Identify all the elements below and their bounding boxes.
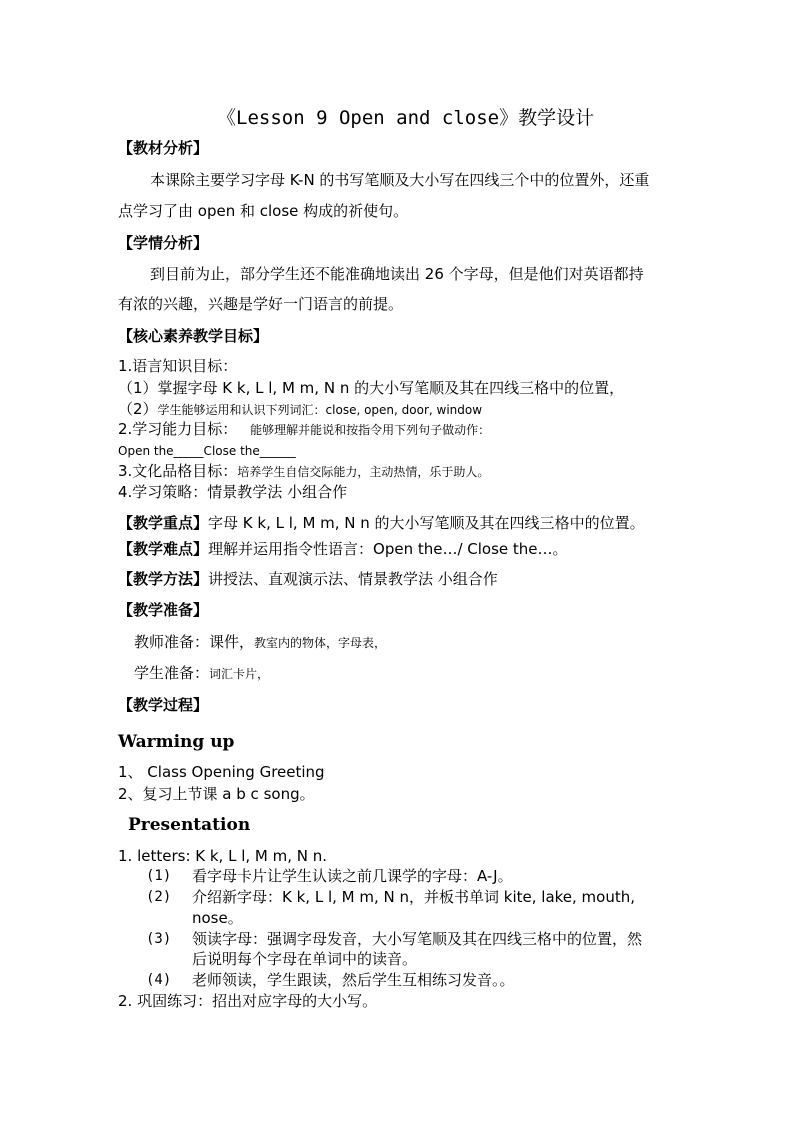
- goal-language-knowledge: 1.语言知识目标：: [118, 357, 238, 375]
- goal-learning-strategy: 4.学习策略：情景教学法 小组合作: [118, 483, 348, 501]
- goal-learning-ability-text: 能够理解并能说和按指令用下列句子做动作：: [250, 423, 491, 437]
- goal-learning-ability: [118, 420, 490, 439]
- goal-cultural-character-label: 3.文化品格目标：: [118, 462, 238, 480]
- goal-learning-ability-label: 2.学习能力目标：: [118, 420, 238, 438]
- step-text: 领读字母：强调字母发音，大小写笔顺及其在四线三格中的位置，然: [192, 930, 643, 948]
- student-preparation-text: 词汇卡片，: [209, 667, 270, 681]
- warming-up-heading: Warming up: [118, 732, 235, 752]
- step-number: (1): [146, 868, 172, 884]
- step-text: 老师领读，学生跟读，然后学生互相练习发音。。: [192, 971, 515, 989]
- key-points-label: 【教学重点】: [118, 514, 209, 532]
- methods-label: 【教学方法】: [118, 570, 209, 588]
- student-preparation: [134, 664, 269, 683]
- student-analysis-line-2: 有浓的兴趣，兴趣是学好一门语言的前提。: [118, 295, 404, 313]
- teacher-preparation: [134, 633, 386, 652]
- step-text: 介绍新字母：K k, L l, M m, N n，并板书单词 kite, lake, mouth,: [192, 888, 636, 906]
- presentation-item-1: 1. letters: K k, L l, M m, N n.: [118, 847, 328, 865]
- goal-language-knowledge-sub-1: （1）掌握字母 K k, L l, M m, N n 的大小写笔顺及其在四线三格中的位置，: [118, 379, 625, 397]
- goal-sentence-pattern: Open the_____Close the______: [118, 444, 296, 458]
- document-title: 《Lesson 9 Open and close》教学设计: [217, 107, 595, 129]
- key-points: [118, 514, 645, 532]
- goal-sub-2-prefix: （2）: [118, 400, 158, 418]
- step-text-continued: 后说明每个字母在单词中的读音。: [192, 950, 418, 968]
- key-points-text: 字母 K k, L l, M m, N n 的大小写笔顺及其在四线三格中的位置。: [208, 514, 645, 532]
- student-preparation-label: 学生准备：: [134, 664, 210, 682]
- teacher-preparation-text: 教室内的物体，字母表，: [254, 636, 387, 650]
- goal-language-knowledge-sub-2: [118, 400, 482, 419]
- methods-text: 讲授法、直观演示法、情景教学法 小组合作: [208, 570, 498, 588]
- difficulties-label: 【教学难点】: [118, 540, 209, 558]
- material-analysis-line-2: 点学习了由 open 和 close 构成的祈使句。: [118, 202, 409, 220]
- process-heading: 【教学过程】: [118, 696, 209, 714]
- step-text-continued: nose。: [192, 909, 243, 927]
- student-analysis-heading: 【学情分析】: [118, 234, 209, 252]
- step-text: 看字母卡片让学生认读之前几课学的字母：A-J。: [192, 867, 513, 885]
- warming-up-item-2: 2、复习上节课 a b c song。: [118, 785, 315, 803]
- step-number: (2): [146, 889, 172, 905]
- difficulties-text: 理解并运用指令性语言：Open the…/ Close the…。: [208, 540, 568, 558]
- difficulties: [118, 540, 568, 558]
- student-analysis-line-1: 到目前为止，部分学生还不能准确地读出 26 个字母，但是他们对英语都持: [150, 265, 644, 283]
- warming-up-item-1: 1、 Class Opening Greeting: [118, 763, 325, 781]
- presentation-item-2: 2. 巩固练习：招出对应字母的大小写。: [118, 992, 378, 1010]
- material-analysis-line-1: 本课除主要学习字母 K-N 的书写笔顺及大小写在四线三个中的位置外，还重: [150, 171, 650, 189]
- preparation-heading: 【教学准备】: [118, 601, 209, 619]
- methods: [118, 570, 498, 588]
- goal-sub-2-text: 学生能够运用和认识下列词汇：close, open, door, window: [157, 403, 483, 417]
- presentation-heading: Presentation: [128, 815, 251, 835]
- goal-cultural-character-text: 培养学生自信交际能力，主动热情，乐于助人。: [237, 465, 490, 479]
- goal-cultural-character: [118, 462, 489, 481]
- step-number: (3): [146, 931, 172, 947]
- step-number: (4): [146, 972, 172, 988]
- teacher-preparation-label: 教师准备：课件，: [134, 633, 255, 651]
- core-goals-heading: 【核心素养教学目标】: [118, 327, 269, 345]
- material-analysis-heading: 【教材分析】: [118, 139, 209, 157]
